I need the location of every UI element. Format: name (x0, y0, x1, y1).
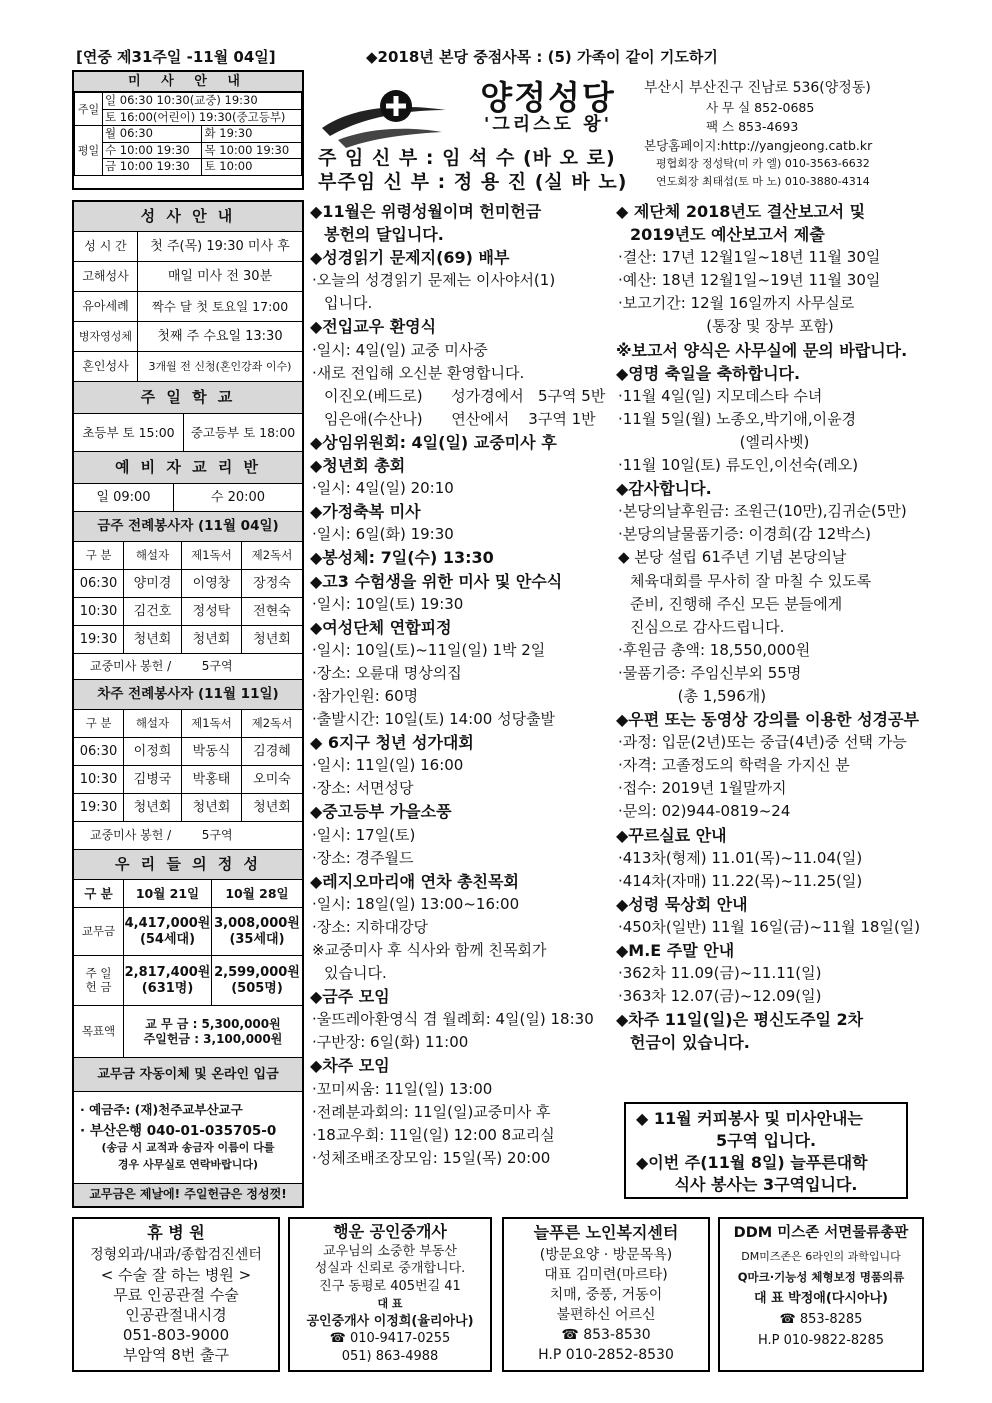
announcement-line: ·일시: 4일(일) 교중 미사중 (312, 340, 488, 359)
left-sidebar (72, 200, 304, 1208)
announcement-line: ·363차 12.07(금)~12.09(일) (618, 987, 822, 1006)
announcement-line: ·후원금 총액: 18,550,000원 (618, 640, 811, 659)
announcement-line: ◆청년회 총회 (310, 456, 406, 476)
church-logo (318, 80, 453, 152)
announcement-line: ◆가정축복 미사 (310, 502, 421, 522)
announcement-line: ·물품기증: 주임신부외 55명 (618, 663, 802, 682)
announcement-line: 임은애(수산나) 연산에서 3구역 1반 (324, 409, 596, 428)
ad-hospital: 휴 병 원 정형외과/내과/종합검진센터 < 수술 잘 하는 병원 > 무료 인공관절 수술 인공관절내시경 051-803-9000 부암역 8번 출구 (72, 1217, 280, 1372)
announcement-line: ·11월 4일(일) 지모데스타 수녀 (618, 386, 823, 405)
announcement-line: ·본당의날물품기증: 이경희(감 12박스) (618, 525, 872, 544)
sacrament-row: 고해성사 매일 미사 전 30분 (74, 262, 302, 292)
announcement-line: ◆차주 모임 (310, 1056, 390, 1076)
weekday-label: 평일 (75, 126, 103, 176)
this-week-servers-title: 금주 전례봉사자 (11월 04일) (74, 512, 302, 542)
donation-row: 주 일 헌 금 2,817,400원 (631명) 2,599,000원 (505명) (74, 956, 302, 1006)
announcement-line: ◆11월은 위령성월이며 헌미헌금 (310, 202, 542, 221)
announcement-line: 준비, 진행해 주신 모든 분들에게 (630, 594, 843, 613)
servers-row: 10:30 김건호 정성탁 전현숙 (74, 598, 302, 626)
announcement-line: ·과정: 입문(2년)또는 중급(4년)중 선택 가능 (618, 733, 907, 752)
announcement-line: ◆ 본당 설립 61주년 기념 본당의날 (618, 548, 847, 567)
announcement-line: ·11월 10일(토) 류도인,이선숙(레오) (618, 456, 859, 475)
bank-note: 경우 사무실로 연락바랍니다) (117, 1158, 259, 1171)
announcement-line: ·362차 11.09(금)~11.11(일) (618, 964, 822, 983)
announcement-line: ◆M.E 주말 안내 (616, 941, 735, 960)
assistant-pastor-name: 부주임 신 부 : 정 용 진 (실 바 노) (318, 171, 628, 193)
top-header (70, 44, 924, 66)
sacrament-row: 성 시 간 첫 주(목) 19:30 미사 후 (74, 232, 302, 262)
announcement-line: ◆꾸르실료 안내 (616, 825, 727, 845)
announcement-line: ·꼬미씨움: 11일(일) 13:00 (312, 1079, 493, 1098)
announcement-line: ·본당의날후원금: 조원근(10만),김귀순(5만) (618, 502, 907, 521)
account-holder: · 예금주: (재)천주교부산교구 (80, 1102, 243, 1117)
weekday-mass: 화 19:30 (202, 126, 302, 143)
servers-row: 10:30 김병국 박홍태 오미숙 (74, 766, 302, 794)
announcement-line: ·일시: 11일(일) 16:00 (312, 756, 464, 775)
sunday-school-title: 주 일 학 교 (74, 382, 302, 414)
announcement-line: ·오늘의 성경읽기 문제는 이사야서(1) (312, 271, 556, 290)
announcement-line: ◆봉성체: 7일(수) 13:30 (310, 548, 494, 568)
office-phone: 사 무 실 852-0685 (706, 100, 815, 115)
mass-schedule (72, 70, 304, 190)
announcement-line: ·일시: 17일(토) (312, 825, 416, 844)
announcement-line: ·접수: 2019년 1월말까지 (618, 779, 787, 798)
offering-row: 교중미사 봉헌 / 5구역 (74, 822, 302, 850)
catechumen-title: 예 비 자 교 리 반 (74, 452, 302, 484)
bank-note: (송금 시 교적과 송금자 이름이 다를 (101, 1141, 275, 1154)
announcement-line: ※교중미사 후 식사와 함께 친목회가 (312, 941, 547, 959)
ad-welfare-center: 늘푸른 노인복지센터 (방문요양 · 방문목욕) 대표 김미련(마르타) 치매, 중풍, 거동이 불편하신 어르신 ☎ 853-8530 H.P 010-2852-8530 (502, 1217, 710, 1372)
servers-row: 06:30 이정희 박동식 김경혜 (74, 738, 302, 766)
announcement-line: 입니다. (324, 294, 373, 313)
ad-clothing: DDM 미스존 서면물류총판 DM미즈존은 6라인의 과학입니다 Q마크·기능성 체형보정 명품의류 대 표 박정애(다시아나) ☎ 853-8285 H.P 010-9822-8285 (718, 1217, 924, 1372)
announcement-line: ·18교우회: 11일(일) 12:00 8교리실 (312, 1125, 555, 1144)
announcement-line: ◆감사합니다. (616, 479, 712, 499)
announcement-line: ◆ 제단체 2018년도 결산보고서 및 (616, 202, 866, 221)
church-address: 부산시 부산진구 진남로 536(양정동) (644, 80, 871, 96)
sunday-mass-1: 일 06:30 10:30(교중) 19:30 (103, 93, 302, 110)
mass-title: 미 사 안 내 (74, 72, 302, 92)
announcement-line: 체육대회를 무사히 잘 마칠 수 있도록 (630, 571, 872, 590)
announcement-line: ·11월 5일(월) 노종오,박기애,이윤경 (618, 409, 857, 428)
announcement-line: 2019년도 예산보고서 제출 (630, 225, 825, 245)
bank-footer: 교무금은 제날에! 주일헌금은 정성껏! (74, 1184, 302, 1206)
offering-row: 교중미사 봉헌 / 5구역 (74, 654, 302, 680)
announcement-line: ·보고기간: 12월 16일까지 사무실로 (618, 294, 855, 313)
church-name: 양정성당 (480, 78, 616, 117)
notice-line: 식사 봉사는 3구역입니다. (674, 1175, 858, 1194)
pastor-name: 주 임 신 부 : 임 석 수 (바 오 로) (318, 147, 616, 169)
bank-title: 교무금 자동이체 및 온라인 입금 (74, 1058, 302, 1092)
announcement-line: (엘리사벳) (630, 432, 810, 451)
announcement-line: ·장소: 경주월드 (312, 848, 414, 867)
announcement-line: 헌금이 있습니다. (630, 1033, 750, 1053)
announcement-line: ◆레지오마리애 연차 총친목회 (310, 871, 519, 891)
announcement-line: ※보고서 양식은 사무실에 문의 바랍니다. (616, 340, 908, 360)
servers-row: 06:30 양미경 이영창 장정숙 (74, 570, 302, 598)
fax-number: 팩 스 853-4693 (706, 119, 799, 134)
sacrament-row: 혼인성사 3개월 전 신청(혼인강좌 이수) (74, 352, 302, 382)
announcement-line: ·전례분과회의: 11일(일)교중미사 후 (312, 1102, 551, 1121)
servers-head: 구 분 해설자 제1독서 제2독서 (74, 542, 302, 570)
announcement-line: ·413차(형제) 11.01(목)~11.04(일) (618, 848, 863, 867)
notice-line: ◆ 11월 커피봉사 및 미사안내는 (636, 1109, 863, 1128)
weekday-mass: 목 10:00 19:30 (202, 142, 302, 159)
sacrament-row: 병자영성체 첫째 주 수요일 13:30 (74, 322, 302, 352)
servers-row: 19:30 청년회 청년회 청년회 (74, 626, 302, 654)
weekday-mass: 금 10:00 19:30 (103, 159, 202, 176)
announcement-line: ◆전입교우 환영식 (310, 317, 437, 337)
notice-line: ◆이번 주(11월 8일) 늘푸른대학 (636, 1153, 868, 1172)
announcement-line: ·출발시간: 10일(토) 14:00 성당출발 (312, 710, 556, 729)
sunday-school-row: 초등부 토 15:00 중고등부 토 18:00 (74, 414, 302, 452)
announcement-line: ◆여성단체 연합피정 (310, 617, 452, 637)
announcements-column-1 (310, 200, 614, 1170)
weekday-mass: 토 10:00 (202, 159, 302, 176)
notice-box (624, 1102, 908, 1199)
announcement-line: ·자격: 고졸정도의 학력을 가지신 분 (618, 756, 850, 775)
sunday-mass-2: 토 16:00(어린이) 19:30(중고등부) (103, 109, 302, 126)
announcement-line: ·결산: 17년 12월1일~18년 11월 30일 (618, 248, 881, 267)
announcement-line: ◆성령 묵상회 안내 (616, 894, 748, 914)
announcement-line: ·참가인원: 60명 (312, 686, 419, 705)
announcement-line: ·일시: 4일(일) 20:10 (312, 479, 454, 498)
catechumen-row: 일 09:00 수 20:00 (74, 484, 302, 512)
announcement-line: ·장소: 서면성당 (312, 779, 414, 798)
announcement-line: ◆고3 수험생을 위한 미사 및 안수식 (310, 571, 563, 591)
announcements-column-2 (616, 200, 920, 1054)
servers-row: 19:30 청년회 청년회 청년회 (74, 794, 302, 822)
announcement-line: ·울뜨레아환영식 겸 월례회: 4일(일) 18:30 (312, 1010, 594, 1029)
notice-line: 5구역 입니다. (715, 1131, 817, 1150)
announcement-line: ◆금주 모임 (310, 987, 390, 1007)
funeral-president: 연도회장 최태섭(토 마 노) 010-3880-4314 (656, 175, 870, 188)
weekday-mass: 월 06:30 (103, 126, 202, 143)
donation-goal-row: 목표액 교 무 금 : 5,300,000원 주일헌금 : 3,100,000원 (74, 1006, 302, 1058)
announcement-line: ◆중고등부 가을소풍 (310, 802, 452, 822)
announcement-line: 이진오(베드로) 성가경에서 5구역 5반 (324, 386, 606, 405)
announcement-line: 있습니다. (324, 964, 387, 983)
church-subtitle: '그리스도 왕' (483, 114, 613, 135)
announcement-line: (통장 및 장부 포함) (630, 317, 834, 336)
announcement-line: ·일시: 10일(토)~11일(일) 1박 2일 (312, 640, 546, 659)
announcement-line: ◆차주 11일(일)은 평신도주일 2차 (616, 1010, 864, 1030)
sacraments-title: 성 사 안 내 (74, 202, 302, 232)
issue-label: [연중 제31주일 -11월 04일] (76, 48, 276, 66)
announcement-line: ·일시: 18일(일) 13:00~16:00 (312, 894, 520, 913)
announcement-line: ◆ 6지구 청년 성가대회 (310, 733, 474, 753)
announcement-line: ◆상임위원회: 4일(일) 교중미사 후 (310, 432, 557, 452)
announcement-line: ·일시: 10일(토) 19:30 (312, 594, 464, 613)
announcement-line: ·450차(일반) 11월 16일(금)~11월 18일(일) (618, 917, 920, 936)
donation-row: 교무금 4,417,000원 (54세대) 3,008,000원 (35세대) (74, 908, 302, 956)
sunday-label: 주일 (75, 93, 103, 126)
council-president: 평협회장 정성탁(미 카 엘) 010-3563-6632 (656, 157, 870, 170)
announcement-line: ·문의: 02)944-0819~24 (618, 802, 791, 821)
pastoral-theme: ◆2018년 본당 중점사목 : (5) 가족이 같이 기도하기 (366, 48, 718, 66)
announcement-line: ·장소: 오륜대 명상의집 (312, 663, 462, 682)
announcement-line: 봉헌의 달입니다. (324, 225, 444, 245)
announcement-line: ·414차(자매) 11.22(목)~11.25(일) (618, 871, 863, 890)
announcement-line: (총 1,596개) (630, 686, 767, 705)
donation-head: 구 분 10월 21일 10월 28일 (74, 880, 302, 908)
announcement-line: ·일시: 6일(화) 19:30 (312, 525, 454, 544)
donation-title: 우 리 들 의 정 성 (74, 850, 302, 880)
bank-info (74, 1092, 302, 1184)
announcement-line: ◆성경읽기 문제지(69) 배부 (310, 248, 510, 268)
homepage-link[interactable]: 본당홈페이지:http://yangjeong.catb.kr (644, 138, 873, 153)
ad-realestate: 행운 공인중개사 교우님의 소중한 부동산 성실과 신뢰로 중개합니다. 진구 동평로 405번길 41 대 표 공인중개사 이정희(율리아나) ☎ 010-9417-0255 051) 863-4988 (288, 1217, 492, 1372)
announcement-line: 진심으로 감사드립니다. (630, 617, 785, 636)
announcement-line: ·새로 전입해 오신분 환영합니다. (312, 363, 525, 382)
announcement-line: ·장소: 지하대강당 (312, 917, 429, 936)
announcement-line: ◆우편 또는 동영상 강의를 이용한 성경공부 (616, 710, 919, 730)
sacrament-row: 유아세례 짝수 달 첫 토요일 17:00 (74, 292, 302, 322)
announcement-line: ·성체조배조장모임: 15일(목) 20:00 (312, 1148, 551, 1167)
weekday-mass: 수 10:00 19:30 (103, 142, 202, 159)
announcement-line: ·예산: 18년 12월1일~19년 11월 30일 (618, 271, 881, 290)
next-week-servers-title: 차주 전례봉사자 (11월 11일) (74, 680, 302, 710)
mass-table (74, 92, 302, 176)
announcement-line: ·구반장: 6일(화) 11:00 (312, 1033, 469, 1052)
servers-head: 구 분 해설자 제1독서 제2독서 (74, 710, 302, 738)
account-number: · 부산은행 040-01-035705-0 (80, 1123, 277, 1139)
announcement-line: ◆영명 축일을 축하합니다. (616, 363, 801, 383)
